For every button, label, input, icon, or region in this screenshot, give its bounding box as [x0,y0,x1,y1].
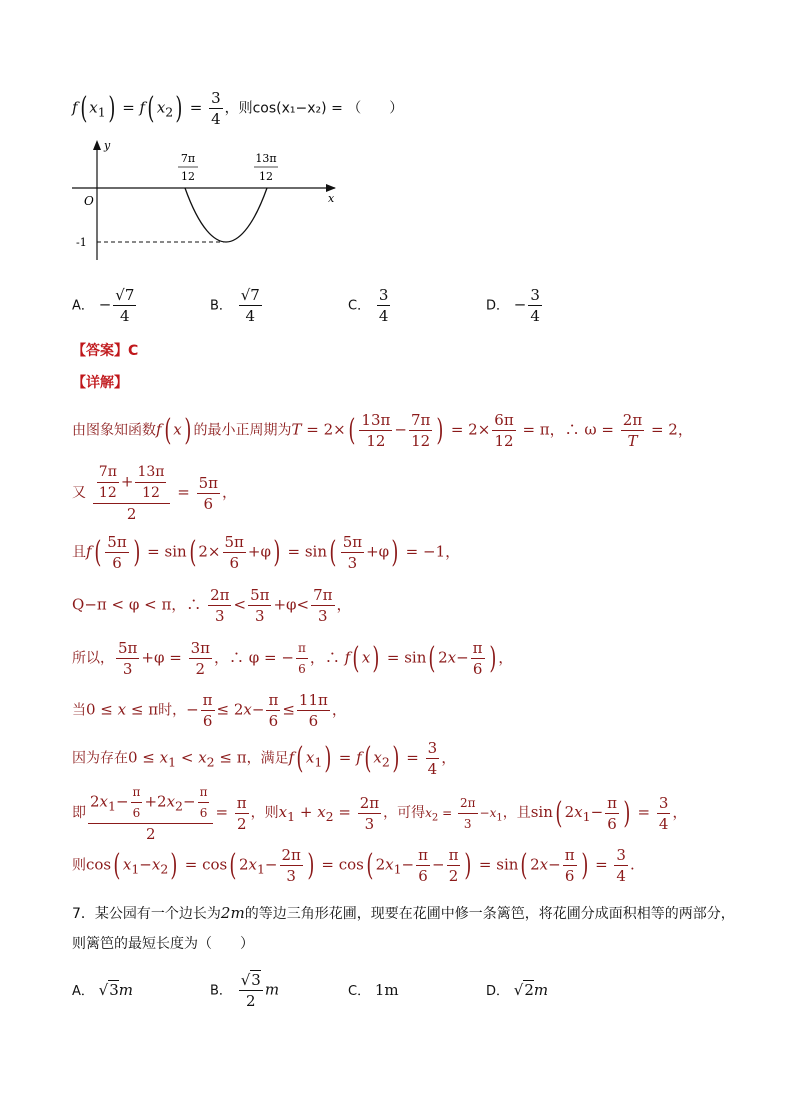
solution-line-4: Q−π < φ < π，∴ $\frac{2\pi}{3}$ < $\frac{5\pi}{3}$ +φ< $\frac{7\pi}{3}$ ， [72,586,352,625]
solution-line-9: 则cos( $x_1-x_2) = \cos$( $2x_1-$ $\frac{2\pi}{3}$ ) = cos( $2x_1-$ $\frac{\pi}{6}$ − $\frac{\pi}{2}$ ) = sin( 2x− $\frac{\pi}{6}$ ) = $\frac{3}{4}$ . [72,846,635,885]
solution-line-6: 当0 ≤ x ≤ π时，− $\frac{\pi}{6}$ ≤ 2x− $\frac{\pi}{6}$ ≤ $\frac{11\pi}{6}$ ， [72,691,347,730]
tick-right-den: 12 [259,170,273,183]
solution-line-8: 即 $2x_1-$ $\frac{\pi}{6}$ $+2x_2-$ $\frac{\pi}{6}$ 2 = $\frac{\pi}{2}$ ，则$x_1 + x_2$ = $\frac{2\pi}{3}$ ，可得$x_2$ = $\frac{2\pi}{3}$ $-x_1$，且sin( $2x_1-$ $\frac{\pi}{6}$ ) = $\frac{3}{4}$ ， [72,782,687,844]
answer-line: 【答案】C [72,343,139,359]
q6-ask: ，则cos(x₁−x₂) = （ ） [224,100,404,117]
q6-stem: f( $x_1) = f$( $x_2$) = $\frac{3}{4}$ ，则cos(x₁−x₂) = （ ） [72,89,404,128]
q7-option-d[interactable]: D． √2m [486,981,549,999]
y-axis-arrow [93,140,101,150]
q7-option-b[interactable]: B． $\frac{√3}{2}$ m [210,971,280,1010]
q7-stem-line-2: 则篱笆的最短长度为（ ） [72,936,254,952]
fraction-3-4: $\frac{3}{4}$ [211,89,221,128]
answer-value: C [128,343,139,359]
origin-label: O [84,194,94,208]
y-axis-label: y [104,139,111,152]
q6-option-a[interactable]: A． − $\frac{√7}{4}$ [72,286,135,325]
sine-graph-figure [60,135,350,270]
sine-curve [185,188,267,242]
detail-tag: 【详解】 [72,375,128,391]
q7-stem-line-1: 7．某公园有一个边长为2m的等边三角形花圃，现要在花圃中修一条篱笆，将花圃分成面积相等的两部分， [72,904,735,922]
x-axis-label: x [328,192,335,205]
solution-line-1: 由图象知函数f( x) 的最小正周期为T = 2×( $\frac{13\pi}{12}$ − $\frac{7\pi}{12}$ ) = 2× $\frac{6\pi}{12}$ = π，∴ ω = $\frac{2\pi}{T}$ = 2， [72,411,693,450]
solution-line-3: 且f( $\frac{5\pi}{6}$ ) = sin( 2× $\frac{5\pi}{6}$ +φ) = sin( $\frac{5\pi}{3}$ +φ) = −1， [72,533,461,572]
q6-option-c[interactable]: C． $\frac{3}{4}$ [348,286,389,325]
q6-option-b[interactable]: B． $\frac{√7}{4}$ [210,286,260,325]
solution-line-2: 又 $\frac{7\pi}{12}$ + $\frac{13\pi}{12}$ 2 = $\frac{5\pi}{6}$ ， [72,464,238,523]
min-label: -1 [76,236,87,249]
solution-line-5: 所以， $\frac{5\pi}{3}$ +φ = $\frac{3\pi}{2}$ ，∴ φ = − $\frac{\pi}{6}$ ，∴ f( x) = sin( 2x− $\frac{\pi}{6}$ ) ， [72,639,514,678]
x-axis-arrow [326,184,336,192]
q7-option-a[interactable]: A． √3m [72,981,134,999]
tick-right-num: 13π [255,152,277,165]
q7-option-c[interactable]: C． 1m [348,981,399,999]
solution-line-7: 因为存在$0 \le x_1 < x_2 \le \pi$，满足f( $x_1) = f$( $x_2$) = $\frac{3}{4}$ ， [72,739,457,778]
tick-left-den: 12 [181,170,195,183]
q6-option-d[interactable]: D． − $\frac{3}{4}$ [486,286,540,325]
tick-left-num: 7π [180,152,196,165]
